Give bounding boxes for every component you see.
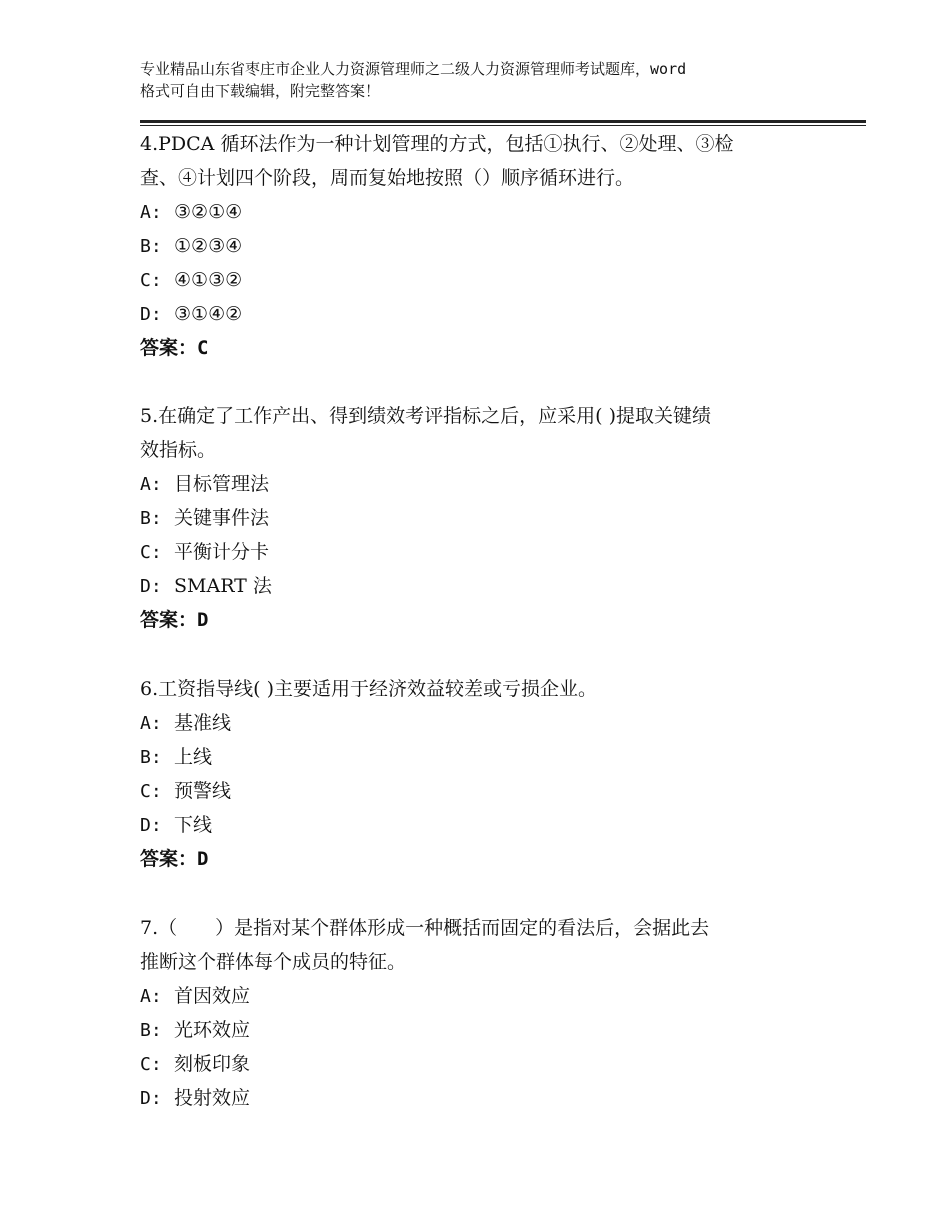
option-text: 上线 (174, 746, 213, 768)
question-text-line: 6.工资指导线( )主要适用于经济效益较差或亏损企业。 (140, 678, 597, 700)
answer-line (140, 842, 820, 876)
answer-label: 答案： (140, 848, 198, 870)
option-text: ④①③② (174, 269, 243, 291)
question-text-line: 7.（ ）是指对某个群体形成一种概括而固定的看法后，会据此去 (140, 917, 710, 939)
option-c (140, 1047, 820, 1081)
option-key: A: (140, 713, 162, 734)
option-d (140, 808, 820, 842)
option-text: 下线 (174, 814, 213, 836)
option-text: ③①④② (174, 303, 243, 325)
option-text: 光环效应 (174, 1019, 251, 1041)
option-text: 投射效应 (174, 1087, 251, 1109)
option-key: C: (140, 1054, 162, 1075)
question-text-line: 4.PDCA 循环法作为一种计划管理的方式，包括①执行、②处理、③检 (140, 133, 734, 155)
answer-label: 答案： (140, 609, 198, 631)
answer-line (140, 331, 820, 365)
option-text: 刻板印象 (174, 1053, 251, 1075)
header-line-2: 格式可自由下载编辑，附完整答案！ (140, 82, 381, 100)
option-a (140, 467, 820, 501)
option-b (140, 1013, 820, 1047)
option-key: D: (140, 304, 162, 325)
option-a (140, 195, 820, 229)
option-key: B: (140, 1020, 162, 1041)
option-d (140, 569, 820, 603)
question-7 (140, 911, 820, 1115)
option-a (140, 979, 820, 1013)
option-c (140, 535, 820, 569)
option-text: 首因效应 (174, 985, 251, 1007)
option-key: D: (140, 576, 162, 597)
option-text: 预警线 (174, 780, 232, 802)
question-6 (140, 672, 820, 876)
option-key: C: (140, 542, 162, 563)
option-key: A: (140, 474, 162, 495)
option-key: B: (140, 747, 162, 768)
question-5 (140, 399, 820, 637)
option-b (140, 501, 820, 535)
option-key: B: (140, 236, 162, 257)
option-text: 关键事件法 (174, 507, 270, 529)
question-text-line: 效指标。 (140, 439, 217, 461)
option-a (140, 706, 820, 740)
option-key: C: (140, 270, 162, 291)
option-c (140, 774, 820, 808)
option-text: ①②③④ (174, 235, 243, 257)
option-text: SMART 法 (174, 575, 272, 597)
option-text: 基准线 (174, 712, 232, 734)
option-key: C: (140, 781, 162, 802)
question-text-line: 推断这个群体每个成员的特征。 (140, 951, 407, 973)
answer-value: C (197, 337, 209, 359)
option-d (140, 1081, 820, 1115)
option-key: D: (140, 815, 162, 836)
option-key: A: (140, 986, 162, 1007)
option-d (140, 297, 820, 331)
header-divider-thick (140, 120, 866, 123)
option-key: B: (140, 508, 162, 529)
question-text-line: 查、④计划四个阶段，周而复始地按照（）顺序循环进行。 (140, 167, 635, 189)
header-divider-thin (140, 125, 866, 126)
answer-line (140, 603, 820, 637)
option-key: D: (140, 1088, 162, 1109)
document-header (140, 58, 840, 102)
option-b (140, 229, 820, 263)
answer-label: 答案： (140, 337, 198, 359)
answer-value: D (197, 609, 209, 631)
option-text: 平衡计分卡 (174, 541, 270, 563)
question-4 (140, 127, 820, 365)
option-key: A: (140, 202, 162, 223)
option-c (140, 263, 820, 297)
option-text: ③②①④ (174, 201, 243, 223)
option-b (140, 740, 820, 774)
header-line-1: 专业精品山东省枣庄市企业人力资源管理师之二级人力资源管理师考试题库，word (140, 60, 687, 78)
answer-value: D (197, 848, 209, 870)
question-text-line: 5.在确定了工作产出、得到绩效考评指标之后，应采用( )提取关键绩 (140, 405, 711, 427)
option-text: 目标管理法 (174, 473, 270, 495)
